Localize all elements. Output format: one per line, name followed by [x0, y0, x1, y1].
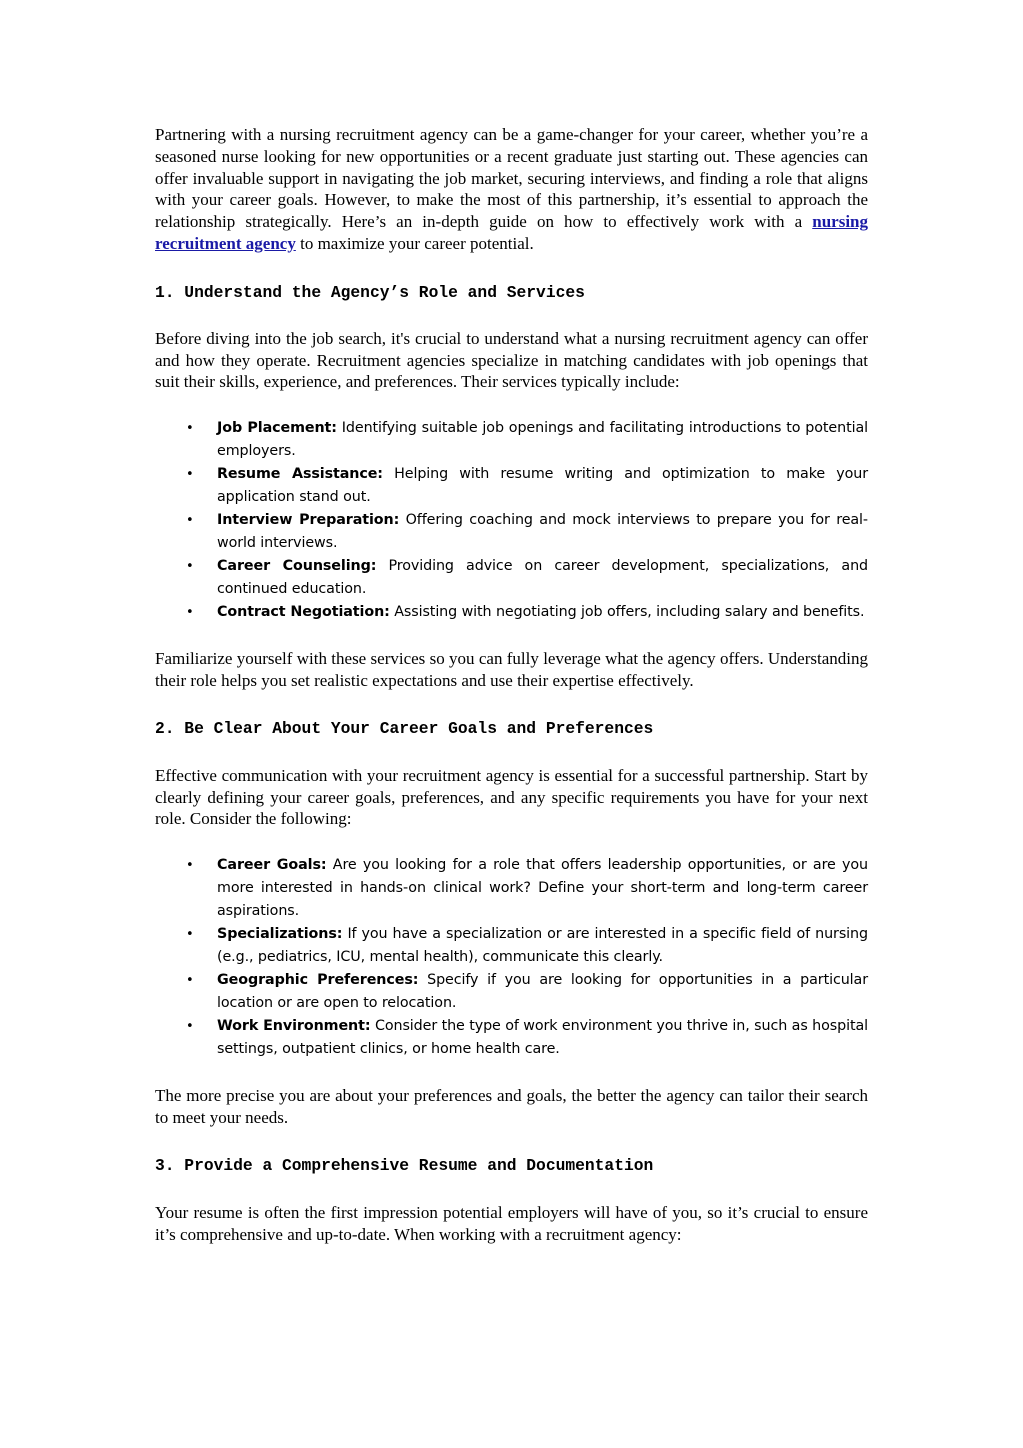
- section-1-heading: 1. Understand the Agency’s Role and Services: [155, 282, 585, 302]
- list-item-label: Contract Negotiation:: [217, 604, 390, 621]
- section-1-outro: Familiarize yourself with these services so you can fully leverage what the agency offers. Understanding their role helps you set realistic expectations and use their expertise effectively.: [155, 649, 868, 690]
- list-item: [155, 923, 868, 969]
- list-item-label: Interview Preparation:: [217, 512, 400, 529]
- section-3-heading: 3. Provide a Comprehensive Resume and Documentation: [155, 1155, 654, 1175]
- list-item-label: Resume Assistance:: [217, 466, 383, 483]
- list-item: [155, 417, 868, 463]
- list-item-text: Helping with resume writing and optimization to make your application stand out.: [217, 466, 868, 506]
- section-1-bullet-list: [155, 417, 868, 624]
- section-2-bullet-list: [155, 854, 868, 1061]
- list-item-text: Are you looking for a role that offers leadership opportunities, or are you more interested in hands-on clinical work? Define your short-term and long-term career aspirations.: [217, 857, 868, 920]
- bullet-icon: •: [186, 605, 194, 621]
- list-item-label: Career Counseling:: [217, 558, 377, 575]
- intro-text-before-link: Partnering with a nursing recruitment agency can be a game-changer for your career, whether you’re a seasoned nurse looking for new opportunities or a recent graduate just starting out. These agencies can offer invaluable support in navigating the job market, securing interviews, and finding a role that aligns with your career goals. However, to make the most of this partnership, it’s essential to approach the relationship strategically. Here’s an in-depth guide on how to effectively work with a: [155, 125, 868, 232]
- list-item: [155, 854, 868, 923]
- list-item-text: If you have a specialization or are interested in a specific field of nursing (e.g., pediatrics, ICU, mental health), communicate this clearly.: [217, 926, 868, 966]
- list-item-label: Career Goals:: [217, 857, 327, 874]
- list-item: [155, 509, 868, 555]
- list-item: [155, 463, 868, 509]
- bullet-icon: •: [186, 421, 194, 437]
- list-item-label: Job Placement:: [217, 420, 337, 437]
- bullet-icon: •: [186, 559, 194, 575]
- bullet-icon: •: [186, 927, 194, 943]
- list-item: [155, 1015, 868, 1061]
- list-item: [155, 555, 868, 601]
- list-item-label: Work Environment:: [217, 1018, 371, 1035]
- section-2-heading: 2. Be Clear About Your Career Goals and Preferences: [155, 718, 654, 738]
- list-item-text: Identifying suitable job openings and facilitating introductions to potential employers.: [217, 420, 868, 460]
- document-page: [155, 124, 868, 1245]
- list-item-text: Providing advice on career development, specializations, and continued education.: [217, 558, 869, 598]
- section-2-intro: Effective communication with your recruitment agency is essential for a successful partnership. Start by clearly defining your career goals, preferences, and any specific requirements you have for your next role. Consider the following:: [155, 765, 868, 829]
- nursing-recruitment-agency-link[interactable]: nursing recruitment agency: [155, 212, 868, 253]
- list-item-text: Specify if you are looking for opportunities in a particular location or are open to relocation.: [217, 972, 868, 1012]
- list-item: [155, 601, 868, 624]
- bullet-icon: •: [186, 1019, 194, 1035]
- intro-paragraph: [155, 124, 868, 255]
- list-item-text: Offering coaching and mock interviews to prepare you for real-world interviews.: [217, 512, 868, 552]
- section-3-intro: Your resume is often the first impression potential employers will have of you, so it’s crucial to ensure it’s comprehensive and up-to-date. When working with a recruitment agency:: [155, 1202, 868, 1244]
- list-item: [155, 969, 868, 1015]
- section-2-outro: The more precise you are about your preferences and goals, the better the agency can tailor their search to meet your needs.: [155, 1086, 868, 1127]
- list-item-label: Geographic Preferences:: [217, 972, 419, 989]
- bullet-icon: •: [186, 467, 194, 483]
- list-item-text: Assisting with negotiating job offers, including salary and benefits.: [389, 604, 865, 621]
- bullet-icon: •: [186, 513, 194, 529]
- list-item-text: Consider the type of work environment you thrive in, such as hospital settings, outpatient clinics, or home health care.: [217, 1018, 868, 1058]
- list-item-label: Specializations:: [217, 926, 343, 943]
- bullet-icon: •: [186, 858, 194, 874]
- section-1-intro: Before diving into the job search, it's crucial to understand what a nursing recruitment agency can offer and how they operate. Recruitment agencies specialize in matching candidates with job openings that suit their skills, experience, and preferences. Their services typically include:: [155, 328, 868, 392]
- bullet-icon: •: [186, 973, 194, 989]
- intro-text-after-link: to maximize your career potential.: [295, 233, 534, 253]
